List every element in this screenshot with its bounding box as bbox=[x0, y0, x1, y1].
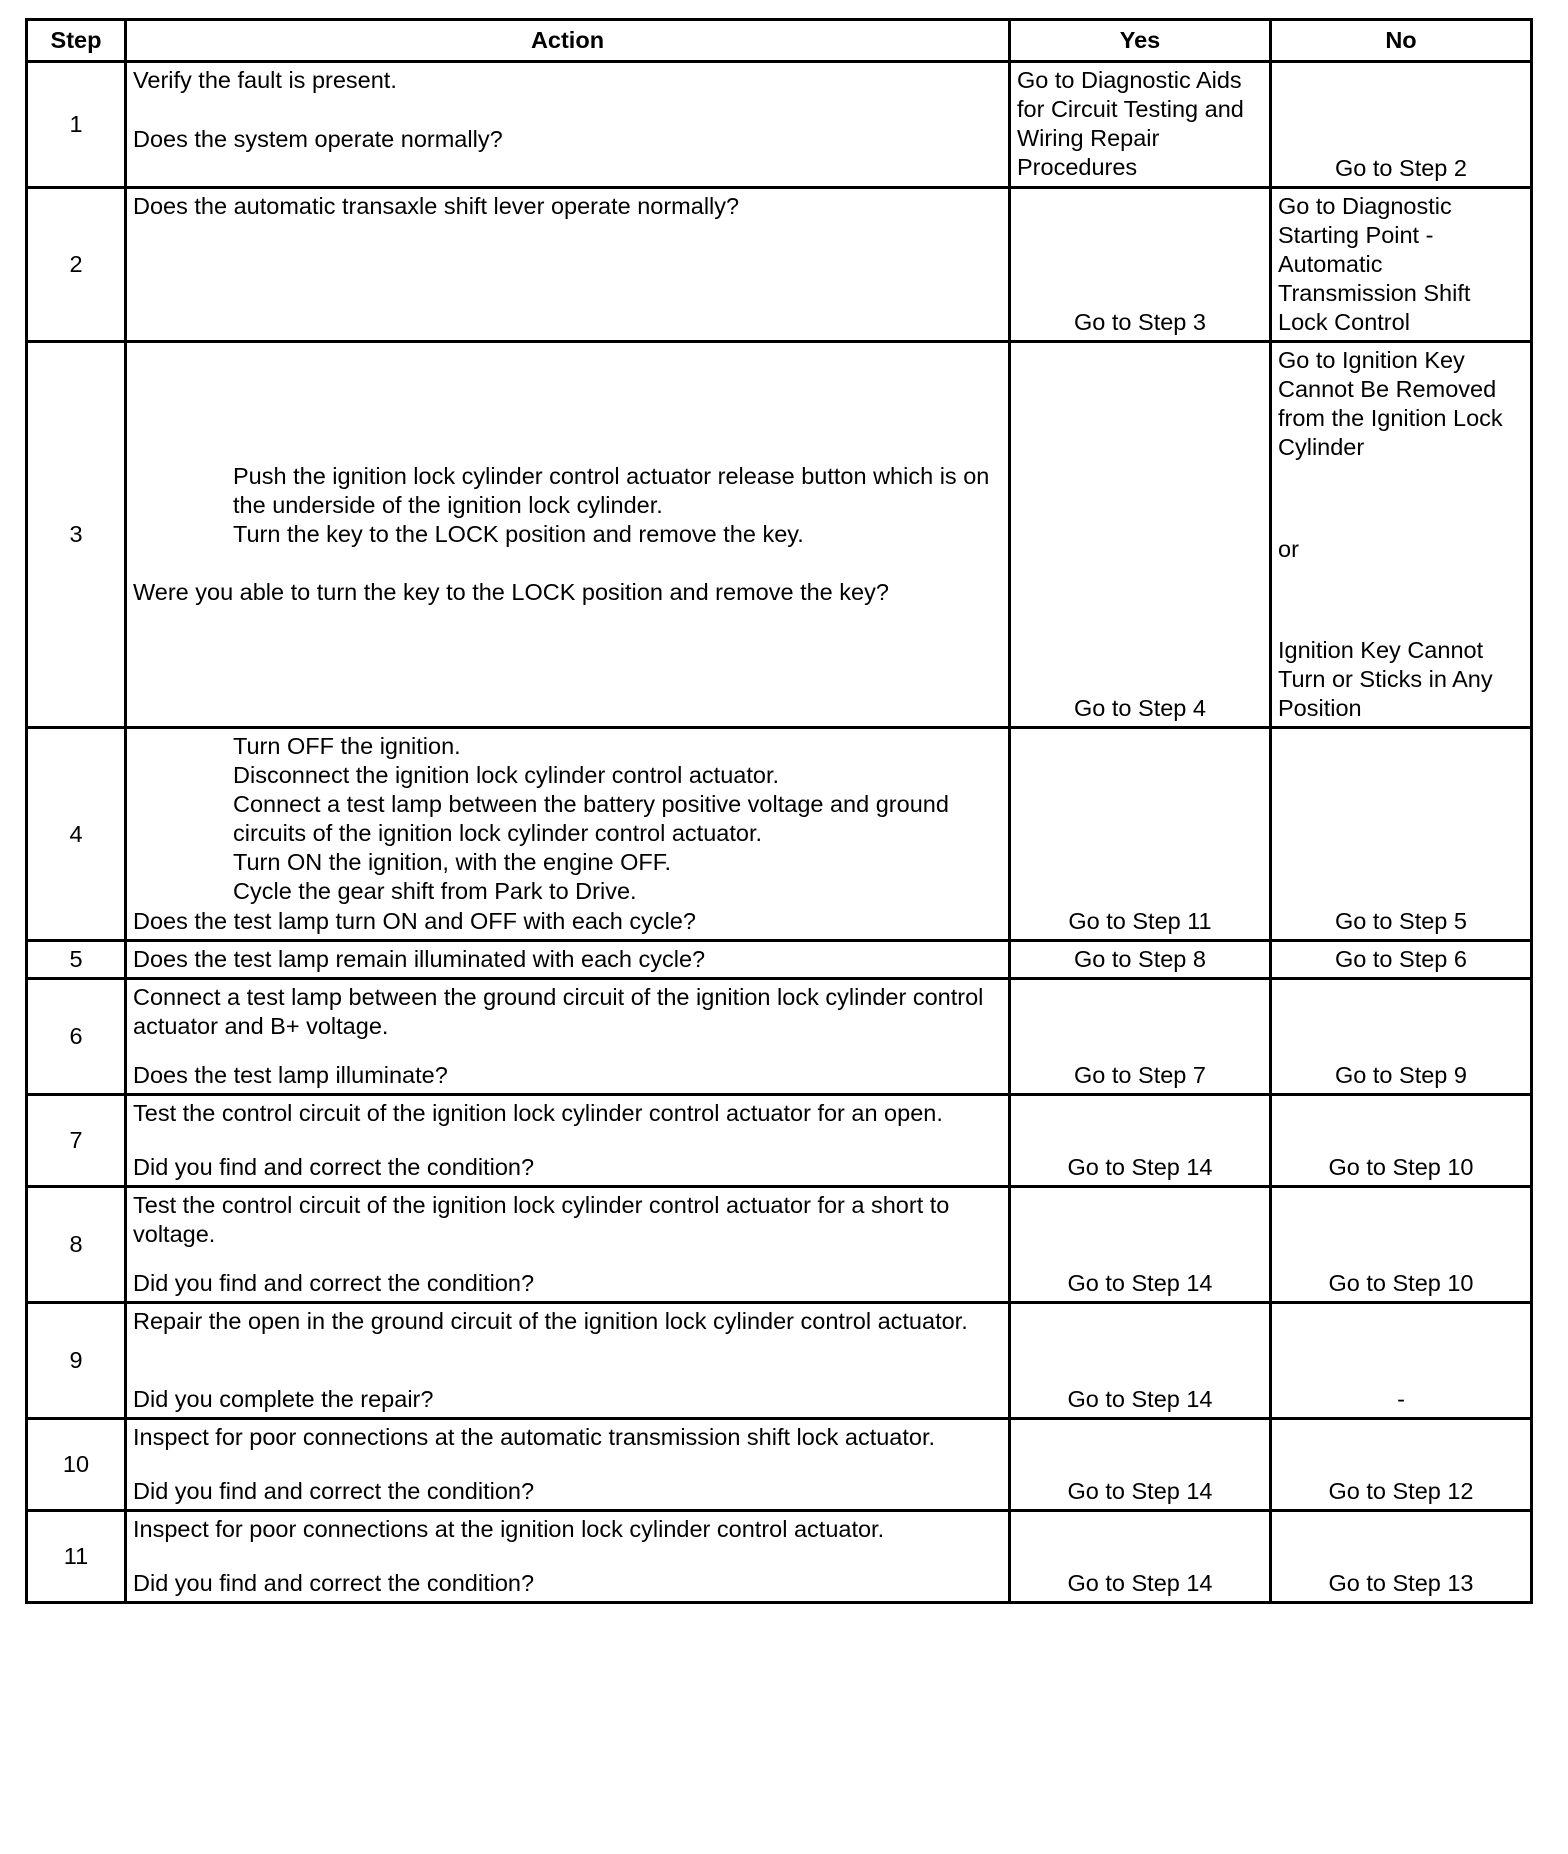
no-link[interactable]: Go to Step 10 bbox=[1328, 1154, 1474, 1180]
yes-link[interactable]: Go to Step 3 bbox=[1074, 309, 1206, 335]
action-text: Test the control circuit of the ignition lock cylinder control actuator for an open. bbox=[133, 1100, 943, 1126]
table-row bbox=[27, 62, 1532, 188]
table-row bbox=[27, 1303, 1532, 1419]
step-number: 11 bbox=[27, 1511, 126, 1603]
step-number: 4 bbox=[27, 728, 126, 941]
no-link[interactable]: Go to Step 6 bbox=[1335, 946, 1467, 972]
no-link[interactable]: Go to Step 13 bbox=[1328, 1570, 1474, 1596]
yes-link[interactable]: Go to Diagnostic Aids for Circuit Testing and Wiring Repair Procedures bbox=[1017, 67, 1251, 180]
table-row bbox=[27, 1095, 1532, 1187]
yes-link[interactable]: Go to Step 7 bbox=[1074, 1062, 1206, 1088]
no-link[interactable]: Go to Ignition Key Cannot Be Removed from the Ignition Lock Cylinder bbox=[1278, 347, 1510, 460]
no-link[interactable]: Go to Step 9 bbox=[1335, 1062, 1467, 1088]
action-text: Inspect for poor connections at the ignition lock cylinder control actuator. bbox=[133, 1516, 885, 1542]
header-row bbox=[27, 20, 1532, 62]
step-number: 8 bbox=[27, 1187, 126, 1303]
yes-link[interactable]: Go to Step 4 bbox=[1074, 695, 1206, 721]
step-number: 6 bbox=[27, 979, 126, 1095]
step-number: 2 bbox=[27, 188, 126, 342]
action-question: Did you find and correct the condition? bbox=[133, 1478, 535, 1504]
action-question: Does the automatic transaxle shift lever operate normally? bbox=[133, 193, 740, 219]
yes-link[interactable]: Go to Step 14 bbox=[1067, 1570, 1213, 1596]
action-step: Push the ignition lock cylinder control actuator release button which is on the underside of the ignition lock cylinder. bbox=[233, 463, 996, 518]
yes-link[interactable]: Go to Step 14 bbox=[1067, 1386, 1213, 1412]
action-question: Did you find and correct the condition? bbox=[133, 1154, 535, 1180]
action-step: Turn ON the ignition, with the engine OFF. bbox=[233, 849, 672, 875]
table-row bbox=[27, 979, 1532, 1095]
action-question: Does the test lamp remain illuminated with each cycle? bbox=[133, 946, 706, 972]
table-row bbox=[27, 1419, 1532, 1511]
no-link[interactable]: Go to Step 12 bbox=[1328, 1478, 1474, 1504]
header-no: No bbox=[1271, 20, 1532, 62]
action-step: Turn OFF the ignition. bbox=[233, 733, 461, 759]
action-question: Were you able to turn the key to the LOCK position and remove the key? bbox=[133, 579, 889, 605]
action-question: Does the system operate normally? bbox=[133, 126, 503, 152]
no-link[interactable]: Go to Step 5 bbox=[1335, 908, 1467, 934]
action-text: Verify the fault is present. bbox=[133, 67, 397, 93]
no-link[interactable]: Go to Step 10 bbox=[1328, 1270, 1474, 1296]
step-number: 5 bbox=[27, 941, 126, 979]
step-number: 9 bbox=[27, 1303, 126, 1419]
step-number: 1 bbox=[27, 62, 126, 188]
action-step: Cycle the gear shift from Park to Drive. bbox=[233, 878, 637, 904]
yes-link[interactable]: Go to Step 8 bbox=[1074, 946, 1206, 972]
action-text: Test the control circuit of the ignition lock cylinder control actuator for a short to voltage. bbox=[133, 1192, 956, 1247]
no-link[interactable]: Go to Step 2 bbox=[1335, 155, 1467, 181]
action-text: Connect a test lamp between the ground circuit of the ignition lock cylinder control actuator and B+ voltage. bbox=[133, 984, 990, 1039]
action-question: Does the test lamp illuminate? bbox=[133, 1062, 448, 1088]
action-step: Disconnect the ignition lock cylinder control actuator. bbox=[233, 762, 780, 788]
no-link[interactable]: Go to Diagnostic Starting Point - Automatic Transmission Shift Lock Control bbox=[1278, 193, 1477, 335]
diagnostic-table bbox=[25, 18, 1533, 1604]
action-step: Connect a test lamp between the battery positive voltage and ground circuits of the ignition lock cylinder control actuator. bbox=[233, 791, 956, 846]
header-step: Step bbox=[27, 20, 126, 62]
header-action: Action bbox=[126, 20, 1010, 62]
table-row bbox=[27, 1511, 1532, 1603]
table-row bbox=[27, 941, 1532, 979]
step-number: 7 bbox=[27, 1095, 126, 1187]
no-link: - bbox=[1397, 1386, 1405, 1412]
no-or-text: or bbox=[1278, 535, 1299, 562]
table-row bbox=[27, 342, 1532, 728]
action-step: Turn the key to the LOCK position and remove the key. bbox=[233, 521, 804, 547]
no-link[interactable]: Ignition Key Cannot Turn or Sticks in Any Position bbox=[1278, 637, 1500, 721]
table-row bbox=[27, 1187, 1532, 1303]
yes-link[interactable]: Go to Step 11 bbox=[1068, 908, 1212, 934]
table-row bbox=[27, 728, 1532, 941]
table-row bbox=[27, 188, 1532, 342]
action-question: Did you complete the repair? bbox=[133, 1386, 434, 1412]
action-text: Repair the open in the ground circuit of the ignition lock cylinder control actuator. bbox=[133, 1308, 968, 1334]
step-number: 10 bbox=[27, 1419, 126, 1511]
header-yes: Yes bbox=[1010, 20, 1271, 62]
yes-link[interactable]: Go to Step 14 bbox=[1067, 1154, 1213, 1180]
action-question: Does the test lamp turn ON and OFF with each cycle? bbox=[133, 908, 696, 934]
action-question: Did you find and correct the condition? bbox=[133, 1270, 535, 1296]
action-text: Inspect for poor connections at the automatic transmission shift lock actuator. bbox=[133, 1424, 936, 1450]
yes-link[interactable]: Go to Step 14 bbox=[1067, 1270, 1213, 1296]
yes-link[interactable]: Go to Step 14 bbox=[1067, 1478, 1213, 1504]
action-question: Did you find and correct the condition? bbox=[133, 1570, 535, 1596]
step-number: 3 bbox=[27, 342, 126, 728]
